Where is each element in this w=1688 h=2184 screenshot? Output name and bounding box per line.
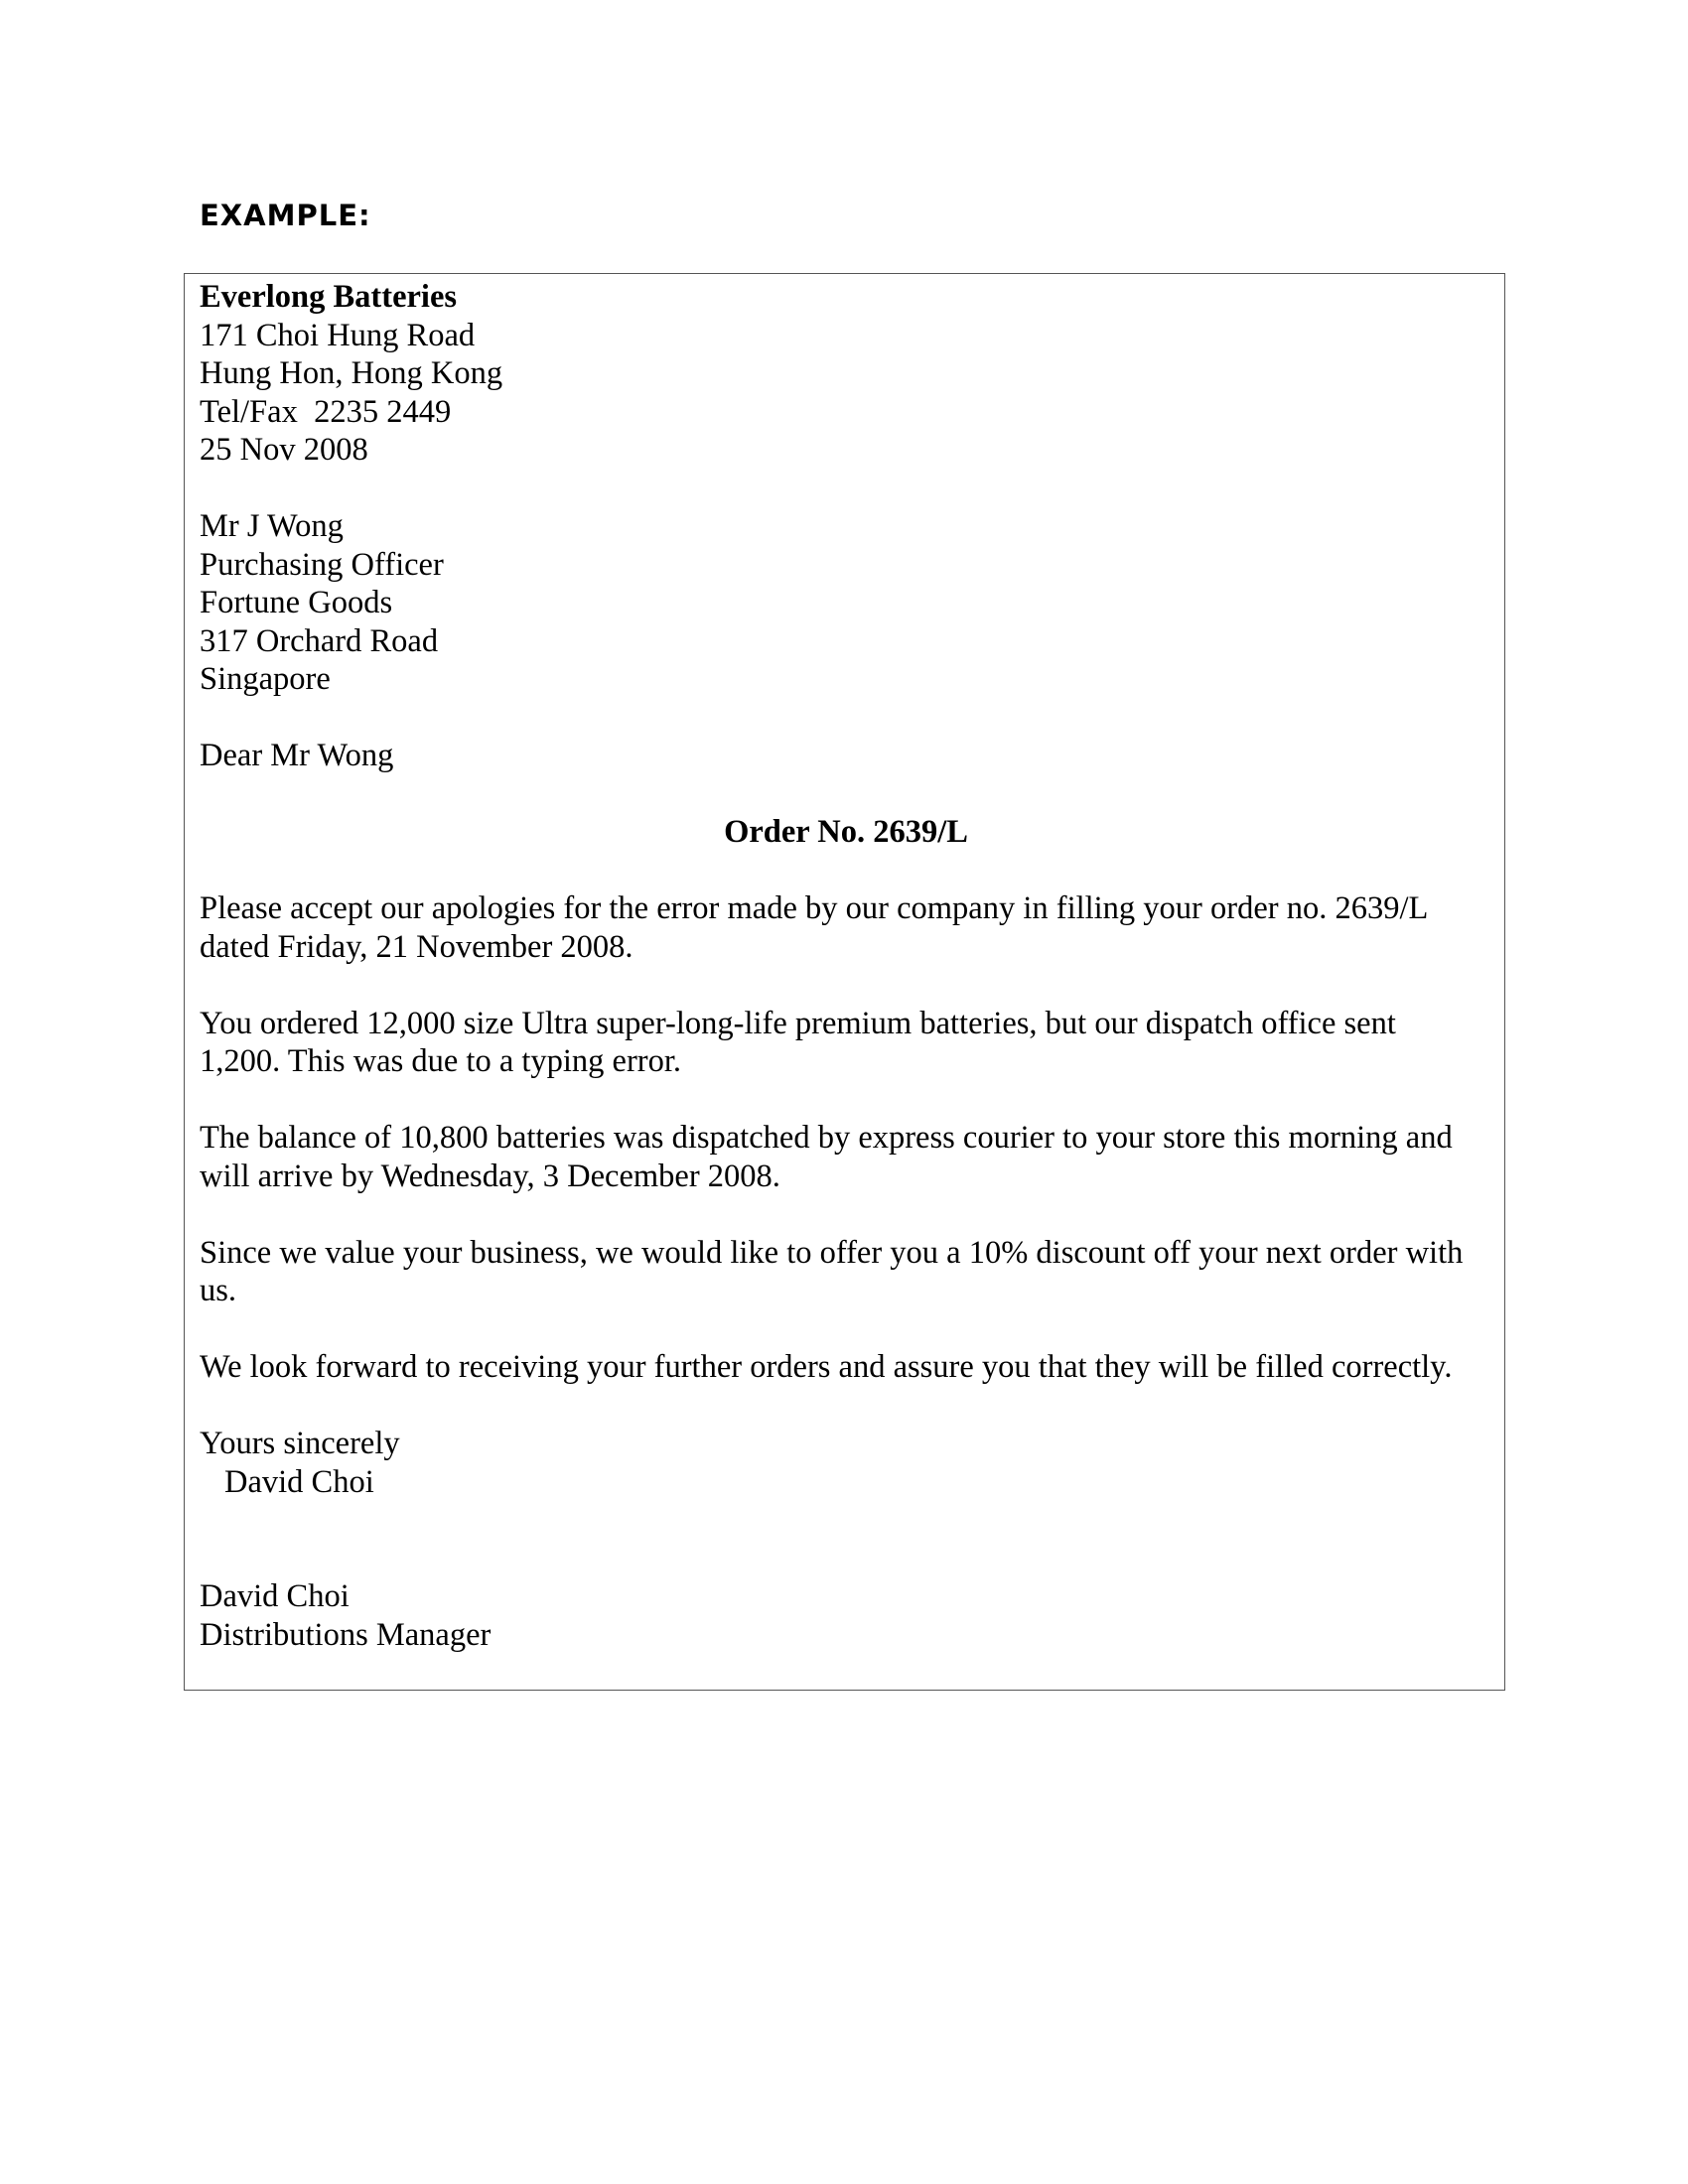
recipient-title: Purchasing Officer (200, 546, 444, 583)
paragraph-1: Please accept our apologies for the error made by our company in filling your order no. 2639/L dated Friday, 21 November 2008. (200, 890, 1428, 965)
subject-line: Order No. 2639/L (724, 814, 968, 850)
signer-title: Distributions Manager (200, 1616, 492, 1653)
recipient-name: Mr J Wong (200, 508, 344, 544)
sender-company: Everlong Batteries (200, 279, 458, 315)
sender-telfax: Tel/Fax 2235 2449 (200, 393, 452, 430)
paragraph-3: The balance of 10,800 batteries was dispatched by express courier to your store this morning and will arrive by Wednesday, 3 December 2008. (200, 1120, 1453, 1194)
recipient-block (200, 507, 1471, 699)
paragraph-4: Since we value your business, we would like to offer you a 10% discount off your next order with us. (200, 1234, 1464, 1308)
paragraph-5: We look forward to receiving your further orders and assure you that they will be filled correctly. (200, 1349, 1453, 1385)
recipient-city: Singapore (200, 661, 331, 697)
sender-block (200, 278, 1471, 470)
paragraph-2: You ordered 12,000 size Ultra super-long-life premium batteries, but our dispatch office sent 1,200. This was due to a typing error. (200, 1005, 1396, 1079)
recipient-company: Fortune Goods (200, 585, 393, 620)
example-heading: EXAMPLE: (200, 199, 371, 232)
closing: Yours sincerely (200, 1426, 400, 1461)
sender-address-line2: Hung Hon, Hong Kong (200, 355, 503, 391)
signature: David Choi (224, 1463, 374, 1500)
salutation: Dear Mr Wong (200, 738, 394, 773)
letter-date: 25 Nov 2008 (200, 432, 368, 468)
sender-address-line1: 171 Choi Hung Road (200, 317, 476, 353)
letter-body (200, 278, 1471, 1654)
recipient-street: 317 Orchard Road (200, 622, 439, 659)
signer-name: David Choi (200, 1578, 350, 1614)
